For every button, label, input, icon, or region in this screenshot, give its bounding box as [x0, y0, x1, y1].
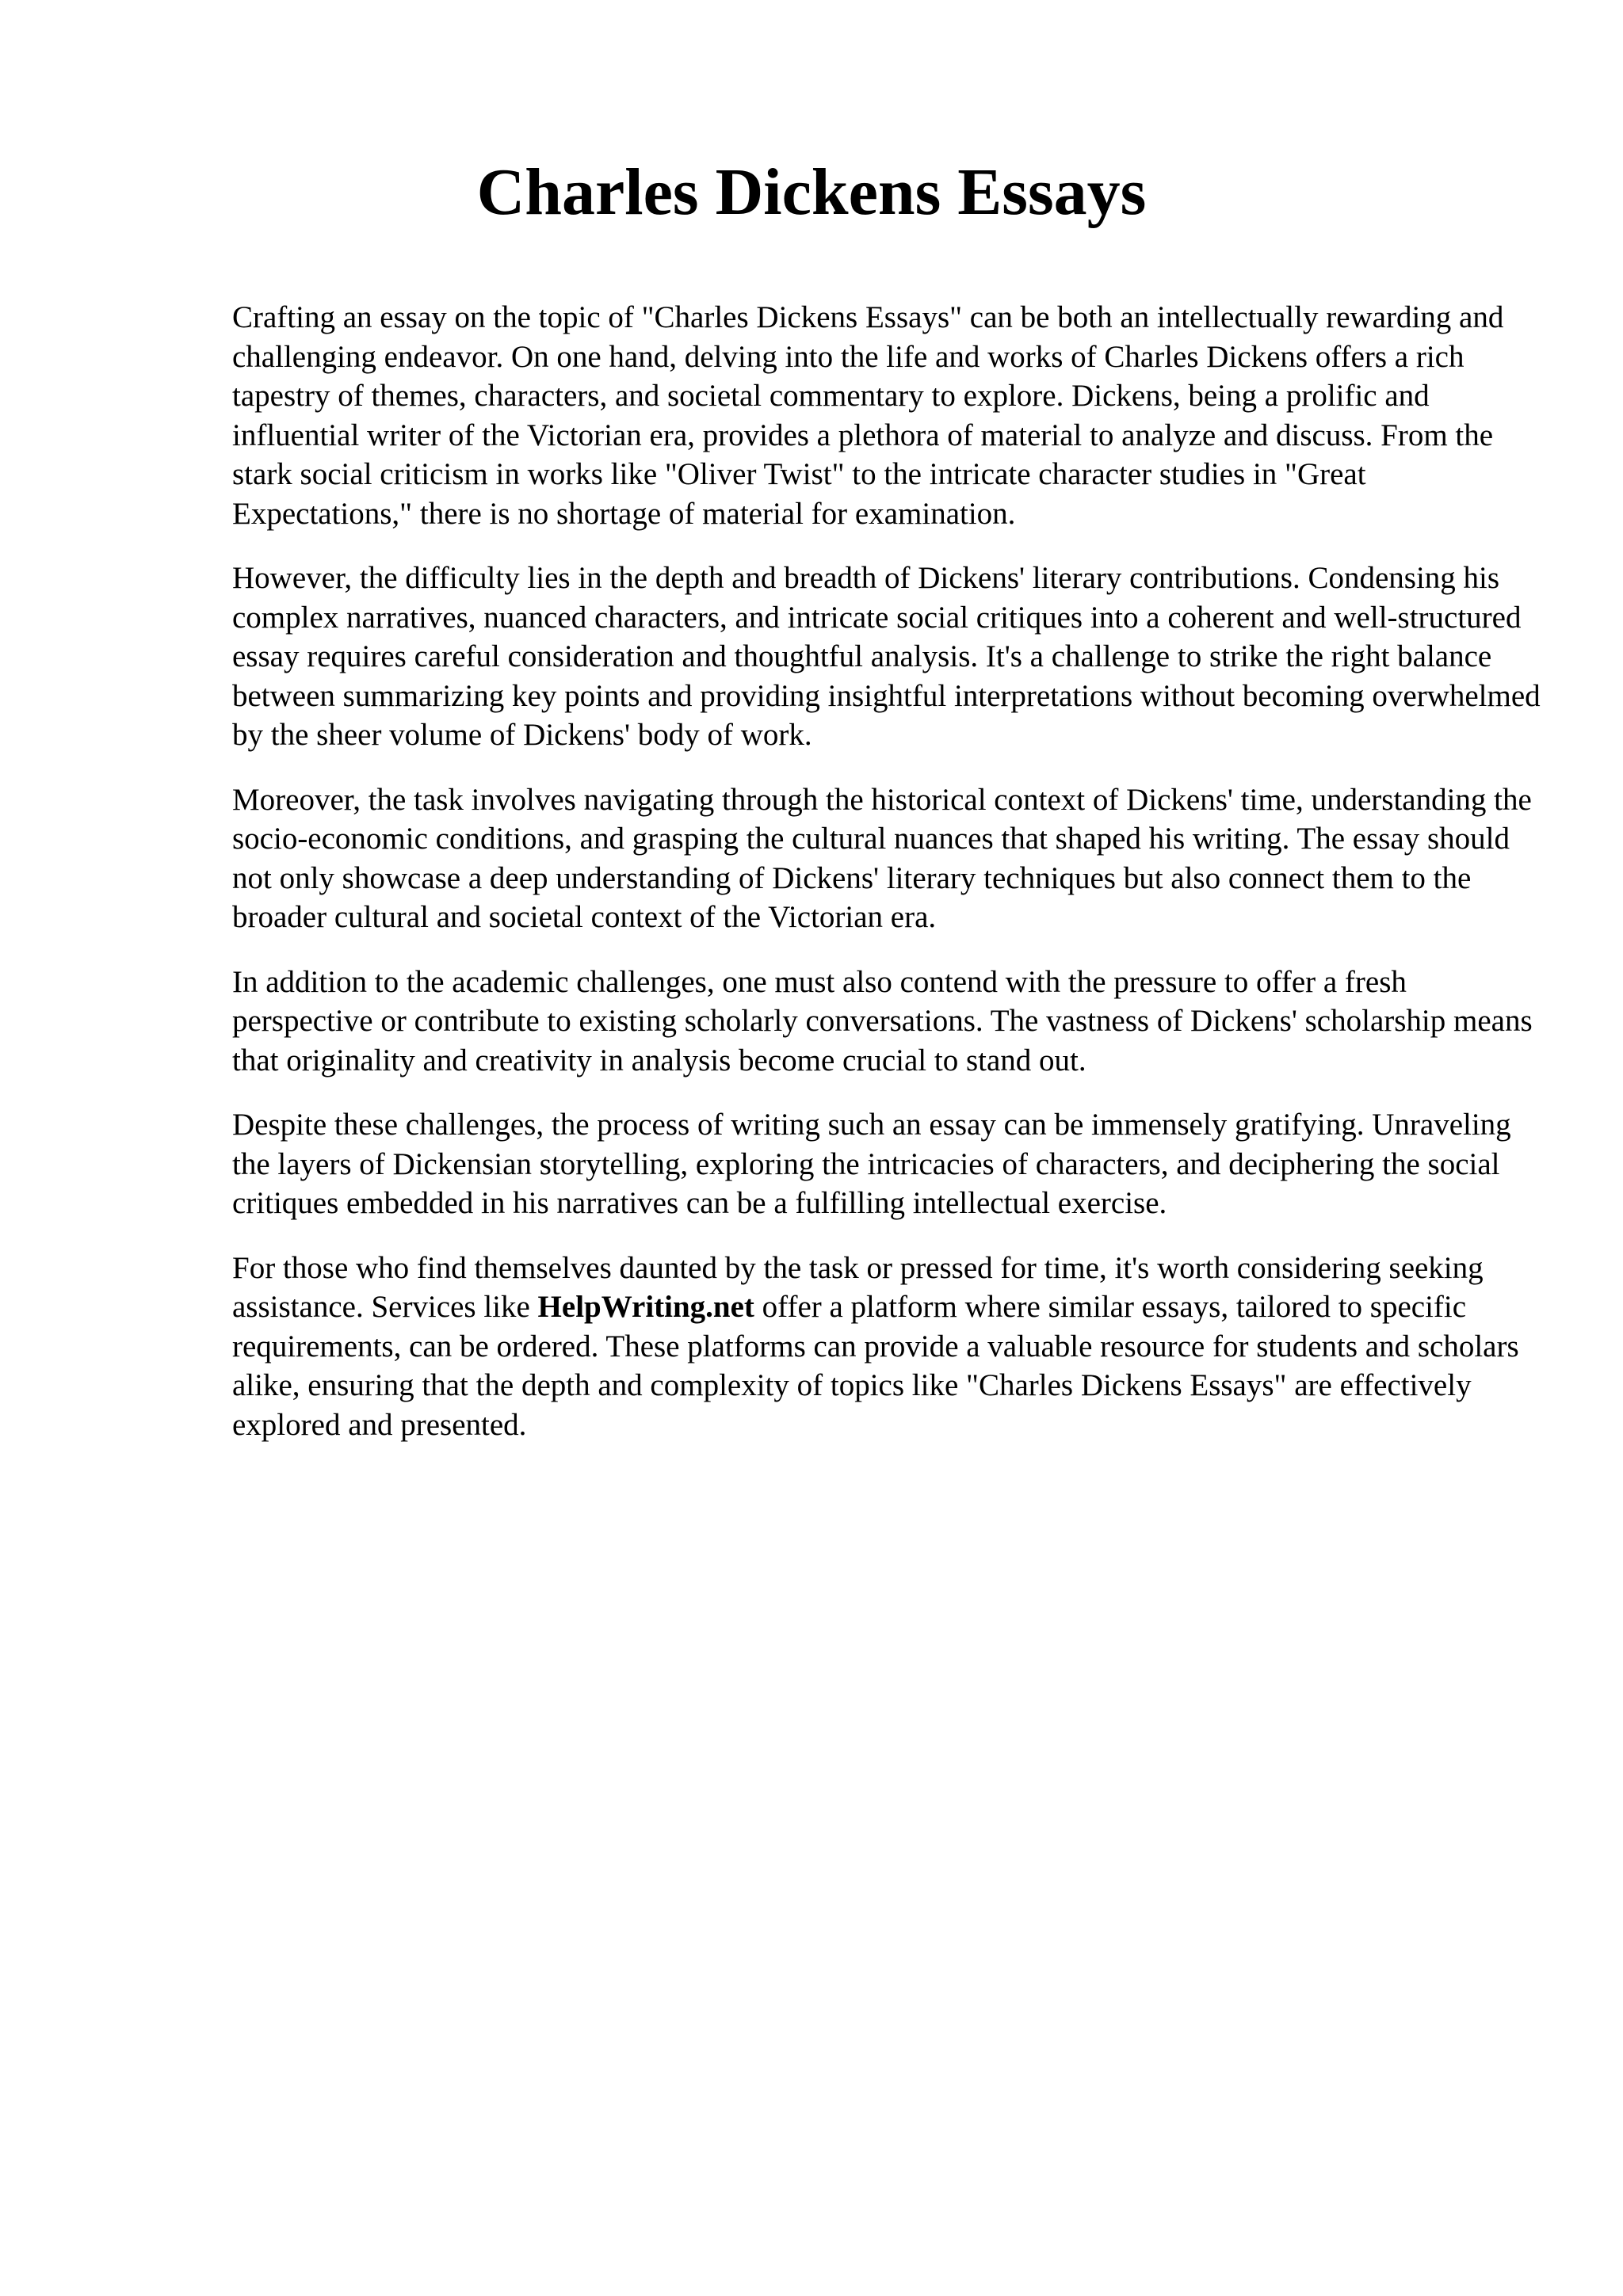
page-title: Charles Dickens Essays	[476, 155, 1147, 229]
brand-name: HelpWriting.net	[537, 1290, 754, 1324]
paragraph-2: However, the difficulty lies in the depth and breadth of Dickens' literary contributions. Condensing his complex narratives, nuanced characters, and intricate social critiques into a coherent and well-structured essay requires careful consideration and thoughtful analysis. It's a challenge to strike the right balance between summarizing key points and providing insightful interpretations without becoming overwhelmed by the sheer volume of Dickens' body of work.	[232, 561, 1541, 752]
paragraph-3: Moreover, the task involves navigating through the historical context of Dickens' time, understanding the socio-economic conditions, and grasping the cultural nuances that shaped his writing. The essay should not only showcase a deep understanding of Dickens' literary techniques but also connect them to the broader cultural and societal context of the Victorian era.	[232, 782, 1532, 934]
paragraph-6-text-before: For those who find themselves daunted by the task or pressed for time, it's worth considering seeking assistance. Services like	[232, 1250, 1484, 1324]
paragraph-5: Despite these challenges, the process of writing such an essay can be immensely gratifying. Unraveling the layers of Dickensian storytelling, exploring the intricacies of characters, and deciphering the social critiques embedded in his narratives can be a fulfilling intellectual exercise.	[232, 1108, 1511, 1220]
paragraph-1: Crafting an essay on the topic of "Charles Dickens Essays" can be both an intellectually rewarding and challenging endeavor. On one hand, delving into the life and works of Charles Dickens offers a rich tapestry of themes, characters, and societal commentary to explore. Dickens, being a prolific and influential writer of the Victorian era, provides a plethora of material to analyze and discuss. From the stark social criticism in works like "Oliver Twist" to the intricate character studies in "Great Expectations," there is no shortage of material for examination.	[232, 300, 1504, 531]
paragraph-6	[232, 1249, 1548, 1445]
paragraph-4: In addition to the academic challenges, one must also contend with the pressure to offer a fresh perspective or contribute to existing scholarly conversations. The vastness of Dickens' scholarship means that originality and creativity in analysis become crucial to stand out.	[232, 964, 1533, 1077]
paragraph-6-text-after: offer a platform where similar essays, tailored to specific requirements, can be ordered. These platforms can provide a valuable resource for students and scholars alike, ensuring that the depth and complexity of topics like "Charles Dickens Essays" are effectively explored and presented.	[232, 1290, 1519, 1442]
essay-body	[232, 298, 1548, 1470]
